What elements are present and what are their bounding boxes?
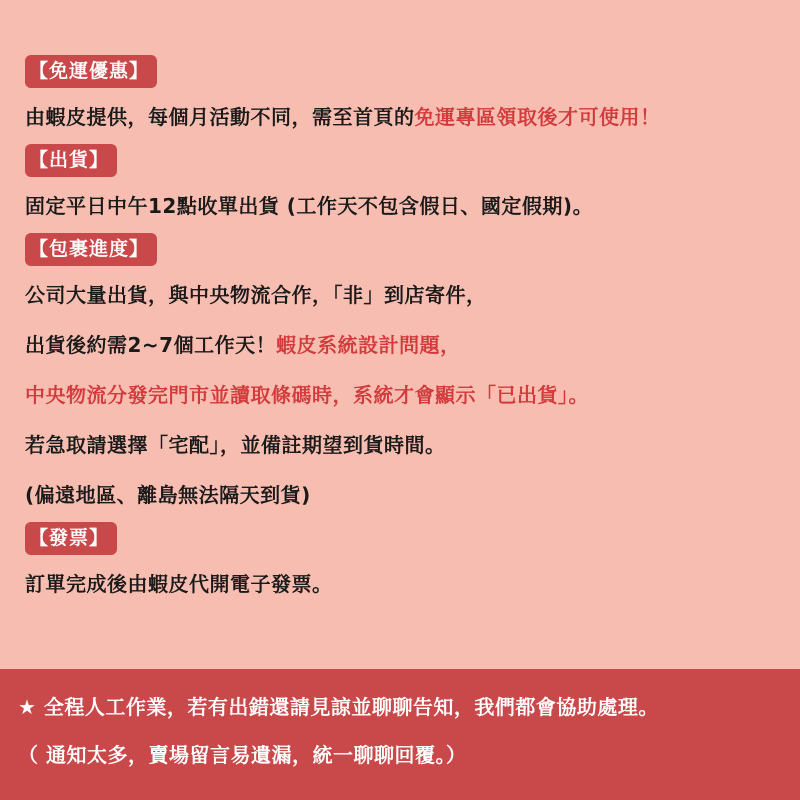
shipping-discount-tag: 【免運優惠】 [25,55,157,88]
package-progress-line-1: 公司大量出貨，與中央物流合作，「非」到店寄件， [25,283,487,307]
info-content [25,55,785,609]
package-progress-line-2-highlight: 蝦皮系統設計問題， [276,333,461,357]
invoice-tag: 【發票】 [25,522,117,555]
shipping-discount-text-part-3: ！ [640,105,661,129]
package-progress-line-2-a: 出貨後約需2~7個工作天！ [25,333,277,357]
package-progress-line-2 [25,320,785,370]
package-progress-tag: 【包裹進度】 [25,233,157,266]
invoice-text: 訂單完成後由蝦皮代開電子發票。 [25,572,333,596]
package-progress-line-5: (偏遠地區、離島無法隔天到貨) [25,483,311,507]
shipping-tag: 【出貨】 [25,144,117,177]
package-progress-line-4: 若急取請選擇「宅配」，並備註期望到貨時間。 [25,433,446,457]
package-progress-line-3: 中央物流分發完門市並讀取條碼時，系統才會顯示「已出貨」。 [25,383,589,407]
footer-notice [0,669,800,800]
footer-line-1: ★ 全程人工作業，若有出錯還請見諒並聊聊告知，我們都會協助處理。 [18,695,659,719]
shipping-discount-text [25,92,785,142]
shipping-text: 固定平日中午12點收單出貨 (工作天不包含假日、國定假期)。 [25,194,594,218]
shipping-discount-text-part-1: 由蝦皮提供，每個月活動不同，需至首頁的 [25,105,415,129]
footer-line-2: （ 通知太多，賣場留言易遺漏，統一聊聊回覆。） [18,743,467,767]
shipping-discount-highlight: 免運專區領取後才可使用 [414,105,640,129]
